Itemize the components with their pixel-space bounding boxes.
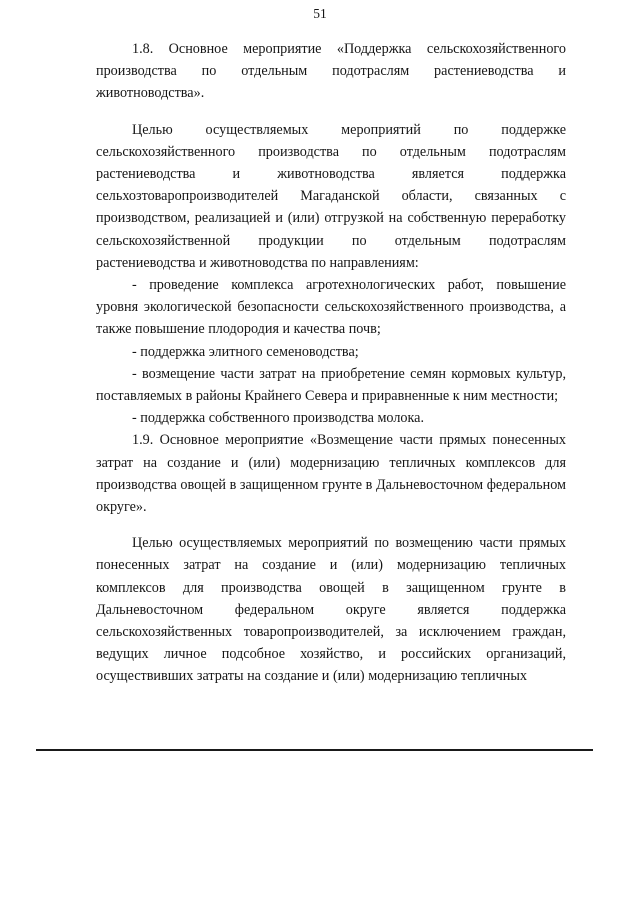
list-item-elite-seeds: - поддержка элитного семеноводства; xyxy=(132,343,359,360)
paragraph-section-1-8-heading: 1.8. Основное мероприятие «Поддержка сельскохозяйственного производства по отдельным подотраслям растениеводства и животноводства». xyxy=(96,41,566,102)
footer-divider xyxy=(36,749,593,751)
paragraph-section-1-9-heading: 1.9. Основное мероприятие «Возмещение части прямых понесенных затрат на создание и (или) модернизацию тепличных комплексов для производства овощей в защищенном грунте в Дальневосточном федеральном округе». xyxy=(96,432,566,516)
page-number: 51 xyxy=(313,6,327,21)
paragraph-section-1-8-goal: Целью осуществляемых мероприятий по поддержке сельскохозяйственного производства по отдельным подотраслям растениеводства и животноводства является поддержка сельхозтоваропроизводителей Магаданской области, связанных с производством, реализацией и (или) отгрузкой на собственную переработку сельскохозяйственной продукции по отдельным подотраслям растениеводства и животноводства по направлениям: xyxy=(96,121,566,271)
list-item-forage-seeds: - возмещение части затрат на приобретение семян кормовых культур, поставляемых в районы Крайнего Севера и приравненные к ним местности; xyxy=(96,365,566,405)
paragraph-section-1-9-goal: Целью осуществляемых мероприятий по возмещению части прямых понесенных затрат на создание и (или) модернизацию тепличных комплексов для производства овощей в защищенном грунте в Дальневосточном федеральном округе является поддержка сельскохозяйственных товаропроизводителей, за исключением граждан, ведущих личное подсобное хозяйство, и российских организаций, осуществивших затраты на создание и (или) модернизацию тепличных xyxy=(96,535,566,685)
list-item-milk-production: - поддержка собственного производства молока. xyxy=(132,410,425,427)
list-item-agrotech-works: - проведение комплекса агротехнологических работ, повышение уровня экологической безопасности сельскохозяйственного производства, а также повышение плодородия и качества почв; xyxy=(96,277,566,338)
document-body xyxy=(96,38,566,688)
